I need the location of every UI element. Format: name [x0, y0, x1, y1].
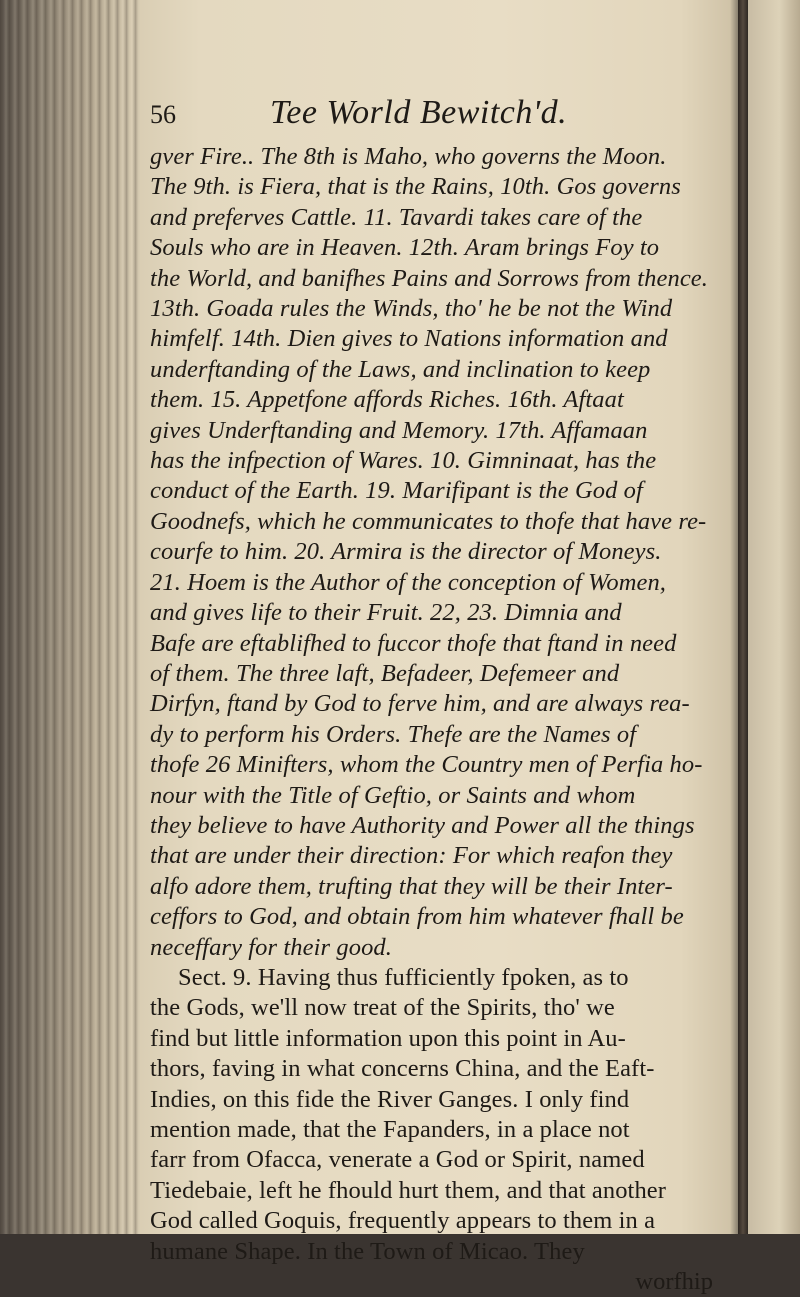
text-line: farr from Ofacca, venerate a God or Spirit, named	[150, 1146, 645, 1174]
text-line: The 9th. is Fiera, that is the Rains, 10th. Gos governs	[150, 173, 681, 201]
catchword: worfhip	[635, 1268, 713, 1296]
text-line: that are under their direction: For which reafon they	[150, 842, 673, 870]
text-line: find but little information upon this point in Au-	[150, 1024, 626, 1052]
text-line: himfelf. 14th. Dien gives to Nations information and	[150, 325, 668, 353]
page-content	[150, 94, 725, 1296]
text-line: of them. The three laft, Befadeer, Defemeer and	[150, 659, 620, 687]
text-line: they believe to have Authority and Power all the things	[150, 811, 695, 839]
text-line: Indies, on this fide the River Ganges. I only find	[150, 1085, 630, 1113]
text-line: thofe 26 Minifters, whom the Country men of Perfia ho-	[150, 751, 703, 779]
text-line: Tiedebaie, left he fhould hurt them, and that another	[150, 1176, 667, 1204]
text-line: gives Underftanding and Memory. 17th. Affamaan	[150, 416, 648, 444]
text-line: them. 15. Appetfone affords Riches. 16th. Aftaat	[150, 386, 624, 414]
text-line: humane Shape. In the Town of Micao. They	[150, 1237, 585, 1265]
text-line: Goodnefs, which he communicates to thofe that have re-	[150, 507, 707, 535]
text-line: courfe to him. 20. Armira is the director of Moneys.	[150, 538, 662, 566]
text-line: dy to perform his Orders. Thefe are the Names of	[150, 720, 637, 748]
facing-page-edge	[748, 0, 800, 1234]
text-line: has the infpection of Wares. 10. Gimninaat, has the	[150, 447, 657, 475]
page-header	[150, 94, 725, 142]
text-line: mention made, that the Fapanders, in a place not	[150, 1116, 630, 1143]
text-line: 13th. Goada rules the Winds, tho' he be not the Wind	[150, 295, 673, 323]
text-line: Bafe are eftablifhed to fuccor thofe that ftand in need	[150, 629, 677, 657]
text-line: 21. Hoem is the Author of the conception of Women,	[150, 568, 667, 596]
text-line: Souls who are in Heaven. 12th. Aram brings Foy to	[150, 234, 660, 262]
text-line: alfo adore them, trufting that they will be their Inter-	[150, 872, 673, 900]
book-gutter	[738, 0, 748, 1234]
text-line: the World, and banifhes Pains and Sorrows from thence.	[150, 264, 709, 292]
text-line: Sect. 9. Having thus fufficiently fpoken, as to	[178, 963, 629, 991]
page-number: 56	[150, 100, 176, 129]
running-title: Tee World Bewitch'd.	[270, 94, 568, 131]
text-line: gver Fire.. The 8th is Maho, who governs the Moon.	[150, 143, 667, 170]
text-line: and preferves Cattle. 11. Tavardi takes care of the	[150, 203, 643, 231]
body-text	[150, 142, 725, 1297]
text-line: Dirfyn, ftand by God to ferve him, and are always rea-	[150, 690, 690, 718]
text-line: ceffors to God, and obtain from him whatever fhall be	[150, 903, 684, 931]
text-line: thors, faving in what concerns China, and the Eaft-	[150, 1055, 655, 1083]
text-line: conduct of the Earth. 19. Marifipant is the God of	[150, 477, 643, 505]
text-line: the Gods, we'll now treat of the Spirits, tho' we	[150, 994, 615, 1022]
text-line: nour with the Title of Geftio, or Saints and whom	[150, 781, 636, 809]
text-line: neceffary for their good.	[150, 933, 393, 961]
text-line: underftanding of the Laws, and inclination to keep	[150, 355, 651, 383]
page-edge-left	[0, 0, 140, 1234]
text-line: God called Goquis, frequently appears to them in a	[150, 1207, 656, 1235]
text-line: and gives life to their Fruit. 22, 23. Dimnia and	[150, 599, 622, 627]
